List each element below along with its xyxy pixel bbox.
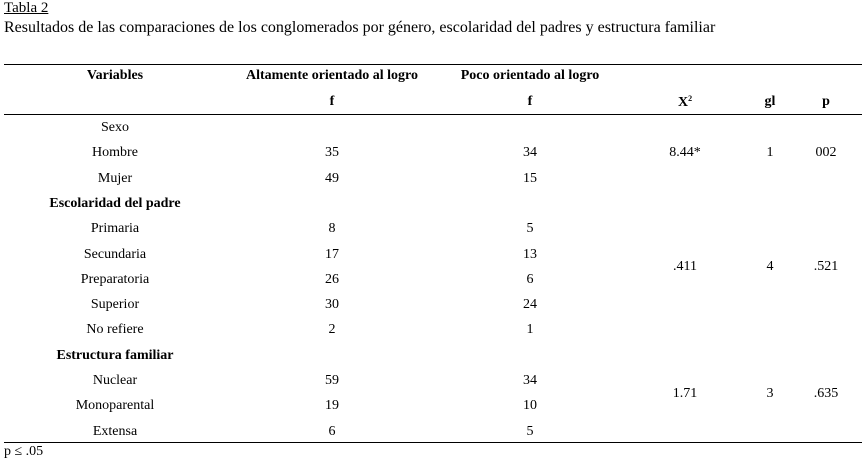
cell-altamente: 2 bbox=[328, 322, 336, 338]
header-chi-superscript: 2 bbox=[688, 94, 693, 103]
row-label: Preparatoria bbox=[80, 271, 150, 287]
header-p: p bbox=[822, 94, 830, 109]
row-label: Secundaria bbox=[83, 246, 147, 262]
cell-chi-square: 8.44* bbox=[669, 145, 701, 161]
header-chi-square: $X^2$ bbox=[677, 94, 693, 110]
cell-poco: 13 bbox=[523, 246, 537, 262]
row-label: Primaria bbox=[90, 221, 140, 237]
top-rule bbox=[4, 64, 862, 65]
cell-poco: 15 bbox=[523, 170, 537, 186]
cell-poco: 34 bbox=[523, 145, 537, 161]
table-label: Tabla 2 bbox=[4, 0, 49, 16]
cell-poco: 5 bbox=[526, 423, 534, 439]
cell-p: .521 bbox=[813, 259, 839, 275]
cell-altamente: 59 bbox=[325, 373, 339, 388]
header-altamente: Altamente orientado al logro bbox=[246, 68, 418, 83]
cell-gl: 1 bbox=[766, 145, 774, 161]
cell-poco: 5 bbox=[526, 221, 534, 237]
group-heading: Escolaridad del padre bbox=[49, 195, 181, 211]
cell-altamente: 17 bbox=[325, 246, 339, 262]
row-label: Mujer bbox=[97, 170, 133, 186]
cell-altamente: 6 bbox=[328, 423, 336, 439]
cell-poco: 34 bbox=[523, 373, 537, 388]
row-label: Monoparental bbox=[75, 398, 155, 414]
header-poco: Poco orientado al logro bbox=[460, 68, 600, 83]
cell-gl: 4 bbox=[766, 259, 774, 275]
header-f-poco: f bbox=[527, 94, 533, 109]
table-note: p ≤ .05 bbox=[4, 444, 44, 459]
row-label: Nuclear bbox=[92, 373, 138, 388]
table-title: Resultados de las comparaciones de los conglomerados por género, escolaridad del padres y estructura familiar bbox=[4, 19, 716, 36]
cell-altamente: 49 bbox=[325, 170, 339, 186]
header-variables: Variables bbox=[86, 68, 144, 83]
cell-poco: 10 bbox=[523, 398, 537, 414]
cell-altamente: 26 bbox=[325, 271, 339, 287]
cell-poco: 24 bbox=[523, 297, 537, 313]
cell-p: .635 bbox=[813, 385, 839, 401]
row-label: No refiere bbox=[86, 322, 144, 338]
cell-gl: 3 bbox=[766, 385, 774, 401]
row-label: Hombre bbox=[92, 145, 138, 161]
cell-altamente: 19 bbox=[325, 398, 339, 414]
cell-altamente: 30 bbox=[325, 297, 339, 313]
cell-p: 002 bbox=[815, 145, 837, 161]
group-heading: Sexo bbox=[101, 120, 129, 135]
row-label: Extensa bbox=[92, 423, 138, 439]
cell-poco: 6 bbox=[526, 271, 534, 287]
header-rule bbox=[4, 114, 862, 115]
cell-chi-square: 1.71 bbox=[672, 385, 698, 401]
cell-altamente: 8 bbox=[328, 221, 336, 237]
cell-chi-square: .411 bbox=[673, 259, 697, 275]
row-label: Superior bbox=[90, 297, 140, 313]
header-f-altamente: f bbox=[329, 94, 335, 109]
cell-poco: 1 bbox=[526, 322, 534, 338]
cell-altamente: 35 bbox=[325, 145, 339, 161]
header-gl: gl bbox=[764, 94, 776, 109]
bottom-rule bbox=[4, 442, 862, 443]
group-heading: Estructura familiar bbox=[56, 347, 174, 363]
